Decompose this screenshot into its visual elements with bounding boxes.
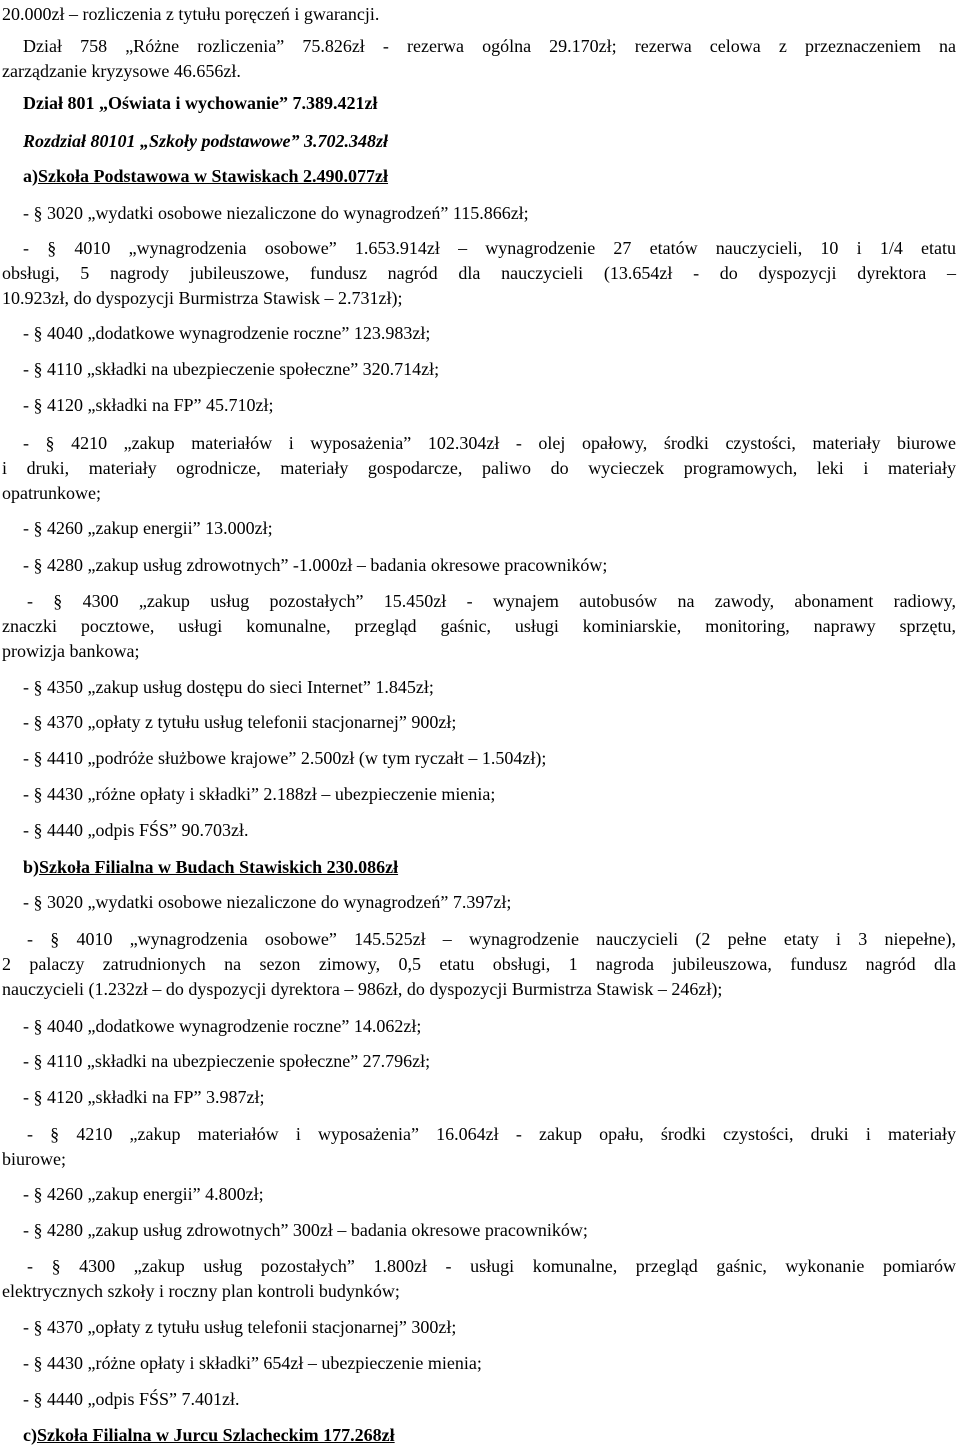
text-line: - § 4260 „zakup energii” 4.800zł; [23, 1184, 264, 1204]
heading-title: Szkoła Filialna w Jurcu Szlacheckim 177.268zł [36, 1425, 395, 1445]
text-line: - § 4430 „różne opłaty i składki” 654zł – ubezpieczenie mienia; [23, 1353, 482, 1373]
text-line: opatrunkowe; [2, 483, 101, 503]
heading-letter: a) [23, 166, 38, 186]
text-line: - § 4410 „podróże służbowe krajowe” 2.500zł (w tym ryczałt – 1.504zł); [23, 748, 547, 768]
text-line: 20.000zł – rozliczenia z tytułu poręczeń i gwarancji. [2, 4, 380, 24]
school-heading-b [23, 855, 956, 880]
text-line: - § 4280 „zakup usług zdrowotnych” 300zł – badania okresowe pracowników; [23, 1220, 588, 1240]
text-line: - § 4120 „składki na FP” 45.710zł; [23, 395, 274, 415]
text-line: i druki, materiały ogrodnicze, materiały gospodarcze, paliwo do wycieczek programowych, leki i materiały [2, 458, 956, 478]
text-line: biurowe; [2, 1149, 66, 1169]
text-line: 2 palaczy zatrudnionych na sezon zimowy, 0,5 etatu obsługi, 1 nagroda jubileuszowa, fundusz nagród dla [2, 954, 956, 974]
heading-title: Szkoła Podstawowa w Stawiskach 2.490.077zł [38, 166, 389, 186]
school-heading-a [23, 164, 956, 189]
text-line: - § 4210 „zakup materiałów i wyposażenia” 102.304zł - olej opałowy, środki czystości, materiały biurowe [23, 433, 956, 453]
text-line: - § 3020 „wydatki osobowe niezaliczone do wynagrodzeń” 7.397zł; [23, 892, 512, 912]
text-line: obsługi, 5 nagrody jubileuszowe, fundusz nagród dla nauczycieli (13.654zł - do dyspozycji dyrektora – [2, 263, 956, 283]
school-heading-c [23, 1423, 956, 1448]
text-line: - § 4300 „zakup usług pozostałych” 1.800zł - usługi komunalne, przegląd gaśnic, wykonanie pomiarów [27, 1256, 956, 1276]
heading-letter: b) [23, 857, 40, 877]
text-line: zarządzanie kryzysowe 46.656zł. [2, 61, 241, 81]
text-line: - § 4010 „wynagrodzenia osobowe” 145.525zł – wynagrodzenie nauczycieli (2 pełne etaty i 3 niepełne), [27, 929, 956, 949]
text-line: - § 4260 „zakup energii” 13.000zł; [23, 518, 273, 538]
text-line: 10.923zł, do dyspozycji Burmistrza Stawisk – 2.731zł); [2, 288, 403, 308]
text-line: Dział 758 „Różne rozliczenia” 75.826zł - rezerwa ogólna 29.170zł; rezerwa celowa z przeznaczeniem na [23, 36, 956, 56]
text-line: - § 4120 „składki na FP” 3.987zł; [23, 1087, 265, 1107]
heading-letter: c) [23, 1425, 37, 1445]
text-line: nauczycieli (1.232zł – do dyspozycji dyrektora – 986zł, do dyspozycji Burmistrza Stawisk – 246zł); [2, 979, 723, 999]
text-line: - § 4300 „zakup usług pozostałych” 15.450zł - wynajem autobusów na zawody, abonament radiowy, [27, 591, 956, 611]
text-line: - § 4280 „zakup usług zdrowotnych” -1.000zł – badania okresowe pracowników; [23, 555, 608, 575]
text-line: - § 4350 „zakup usług dostępu do sieci Internet” 1.845zł; [23, 677, 434, 697]
subsection-heading: Rozdział 80101 „Szkoły podstawowe” 3.702.348zł [23, 131, 389, 151]
text-line: - § 4440 „odpis FŚS” 90.703zł. [23, 820, 249, 840]
text-line: - § 4440 „odpis FŚS” 7.401zł. [23, 1389, 240, 1409]
text-line: - § 4430 „różne opłaty i składki” 2.188zł – ubezpieczenie mienia; [23, 784, 496, 804]
text-line: - § 4210 „zakup materiałów i wyposażenia” 16.064zł - zakup opału, środki czystości, druki i materiały [27, 1124, 956, 1144]
text-line: - § 4110 „składki na ubezpieczenie społeczne” 27.796zł; [23, 1051, 431, 1071]
text-line: elektrycznych szkoły i roczny plan kontroli budynków; [2, 1281, 400, 1301]
text-line: - § 4110 „składki na ubezpieczenie społeczne” 320.714zł; [23, 359, 440, 379]
heading-title: Szkoła Filialna w Budach Stawiskich 230.086zł [39, 857, 399, 877]
text-line: - § 4370 „opłaty z tytułu usług telefonii stacjonarnej” 900zł; [23, 712, 457, 732]
text-line: - § 4040 „dodatkowe wynagrodzenie roczne” 123.983zł; [23, 323, 431, 343]
text-line: - § 4040 „dodatkowe wynagrodzenie roczne” 14.062zł; [23, 1016, 422, 1036]
text-line: - § 4370 „opłaty z tytułu usług telefonii stacjonarnej” 300zł; [23, 1317, 457, 1337]
section-heading: Dział 801 „Oświata i wychowanie” 7.389.421zł [23, 93, 378, 113]
text-line: - § 3020 „wydatki osobowe niezaliczone do wynagrodzeń” 115.866zł; [23, 203, 529, 223]
text-line: - § 4010 „wynagrodzenia osobowe” 1.653.914zł – wynagrodzenie 27 etatów nauczycieli, 10 i 1/4 etatu [23, 238, 956, 258]
text-line: znaczki pocztowe, usługi komunalne, przegląd gaśnic, usługi kominiarskie, monitoring, naprawy sprzętu, [2, 616, 956, 636]
text-line: prowizja bankowa; [2, 641, 140, 661]
